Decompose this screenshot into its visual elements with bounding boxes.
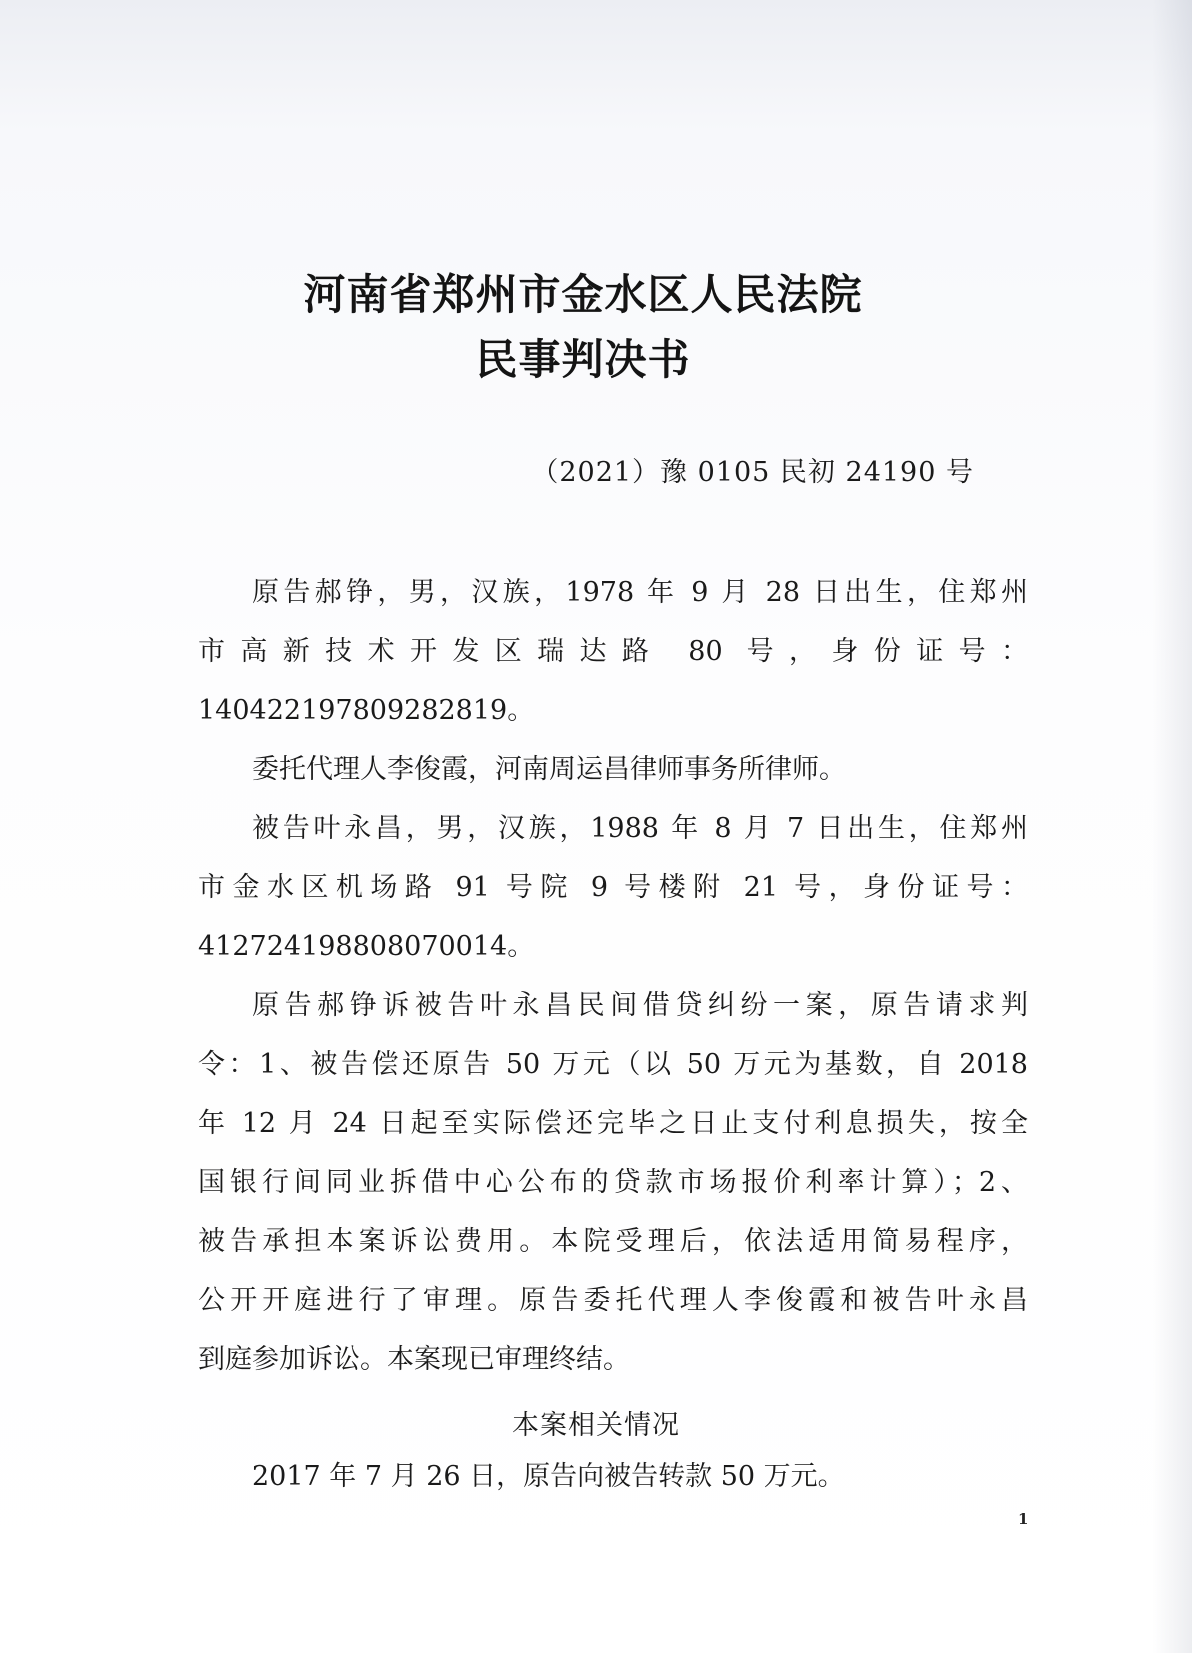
agent-line: 委托代理人李俊霞，河南周运昌律师事务所律师。: [252, 754, 846, 785]
court-name-title: 河南省郑州市金水区人民法院: [303, 270, 863, 319]
defendant-paragraph: [198, 799, 1028, 976]
case-number: （2021）豫 0105 民初 24190 号: [531, 457, 974, 488]
claim-line-4: 国银行间同业拆借中心公布的贷款市场报价利率计算）；2、: [198, 1167, 1028, 1198]
page-number: 1: [1018, 1510, 1029, 1528]
claim-line-7: 到庭参加诉讼。本案现已审理终结。: [198, 1344, 630, 1375]
claim-line-5: 被告承担本案诉讼费用。本院受理后，依法适用简易程序，: [198, 1226, 1028, 1257]
plaintiff-line-1: 原告郝铮，男，汉族，1978 年 9 月 28 日出生，住郑州: [252, 577, 1028, 608]
section-heading: 本案相关情况: [512, 1410, 680, 1441]
agent-paragraph: [198, 740, 1028, 799]
claim-line-2: 令：1、被告偿还原告 50 万元（以 50 万元为基数，自 2018: [198, 1049, 1028, 1080]
defendant-line-1: 被告叶永昌，男，汉族，1988 年 8 月 7 日出生，住郑州: [252, 813, 1028, 844]
plaintiff-paragraph: [198, 563, 1028, 740]
fact-paragraph: 2017 年 7 月 26 日，原告向被告转款 50 万元。: [252, 1461, 845, 1492]
claim-line-6: 公开开庭进行了审理。原告委托代理人李俊霞和被告叶永昌: [198, 1285, 1028, 1316]
plaintiff-line-2: 市高新技术开发区瑞达路 80 号，身份证号：: [198, 636, 1028, 667]
plaintiff-line-3: 140422197809282819。: [198, 695, 535, 726]
claim-line-1: 原告郝铮诉被告叶永昌民间借贷纠纷一案，原告请求判: [252, 990, 1028, 1021]
defendant-line-2: 市金水区机场路 91 号院 9 号楼附 21 号，身份证号：: [198, 872, 1028, 903]
claim-line-3: 年 12 月 24 日起至实际偿还完毕之日止支付利息损失，按全: [198, 1108, 1028, 1139]
document-type-title: 民事判决书: [475, 335, 691, 384]
defendant-line-3: 412724198808070014。: [198, 931, 535, 962]
claim-paragraph: [198, 976, 1028, 1389]
